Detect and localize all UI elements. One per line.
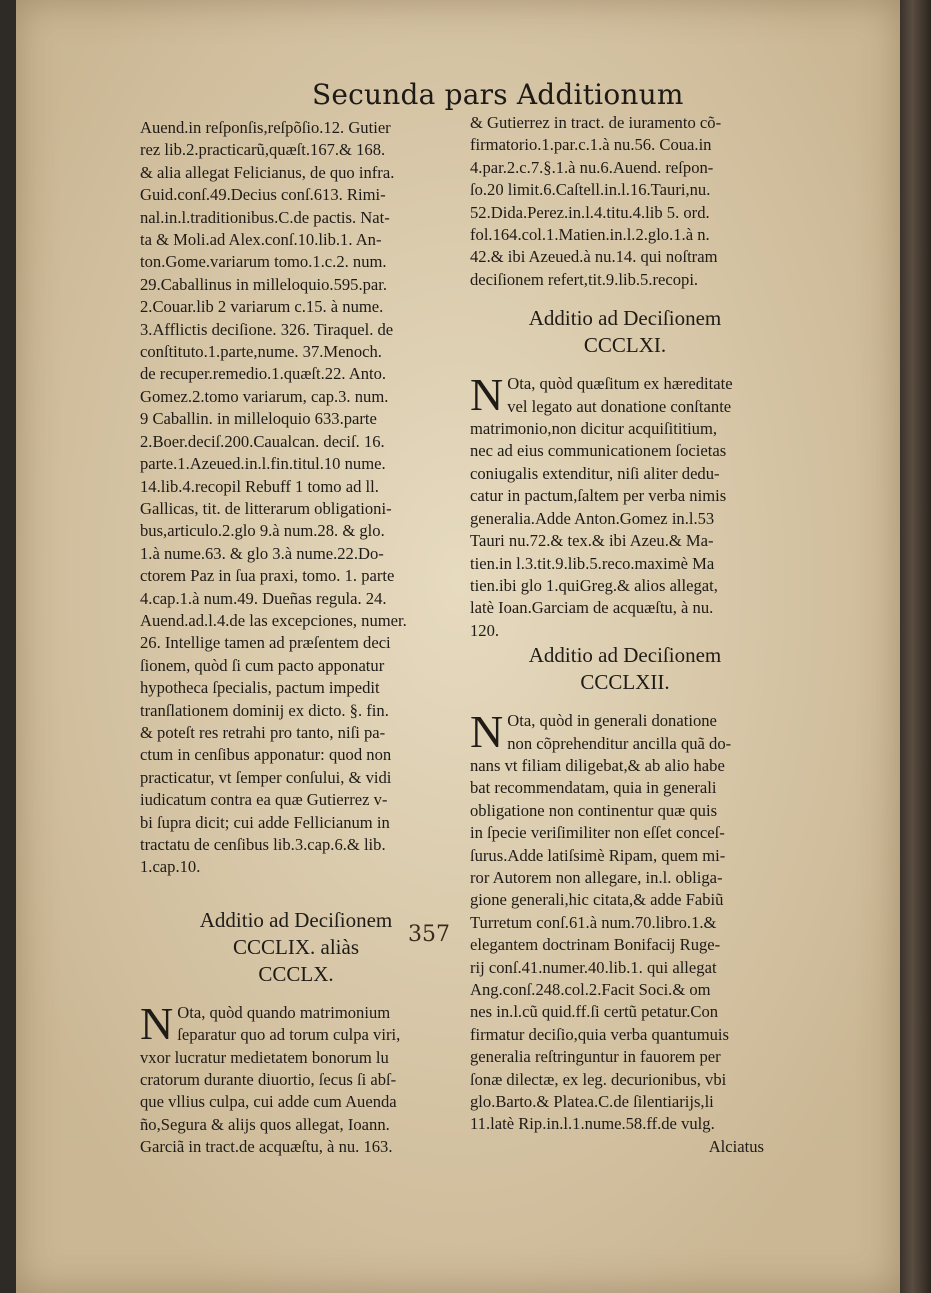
text-line: 52.Dida.Perez.in.l.4.titu.4.lib 5. ord. (470, 202, 710, 222)
text-line: rij conſ.41.numer.40.lib.1. qui allegat (470, 957, 717, 977)
text-line: Auend.in reſponſis,reſpõſio.12. Gutier (140, 118, 391, 137)
text-line: Ang.conſ.248.col.2.Facit Soci.& om (470, 980, 711, 999)
text-line: tien.in l.3.tit.9.lib.5.reco.maximè Ma (470, 553, 715, 573)
text-line: fol.164.col.1.Matien.in.l.2.glo.1.à n. (470, 225, 710, 245)
text-line: Tauri nu.72.& tex.& ibi Azeu.& Ma- (470, 531, 714, 551)
text-line: Guid.conſ.49.Decius conſ.613. Rimi- (140, 185, 386, 205)
text-line: deciſionem refert,tit.9.lib.5.recopi. (470, 269, 699, 289)
text-line: matrimonio,non dicitur acquiſititium, (470, 419, 718, 439)
text-line: ſeparatur quo ad torum culpa viri, (177, 1025, 401, 1045)
text-line: ſurus.Adde latiſsimè Ripam, quem mi- (470, 845, 726, 865)
text-line: Ota, quòd quando matrimonium (177, 1002, 391, 1022)
text-line: & Gutierrez in tract. de iuramento cõ- (470, 113, 722, 132)
text-line: 14.lib.4.recopil Rebuff 1 tomo ad ll. (140, 476, 379, 496)
text-line: gione generali,hic citata,& adde Fabiũ (470, 890, 724, 910)
text-line: glo.Barto.& Platea.C.de ſilentiarijs,li (470, 1092, 714, 1112)
drop-initial: N (470, 369, 504, 421)
text-line: nans vt filiam diligebat,& ab alio habe (470, 755, 725, 775)
paragraph-359 (140, 997, 452, 1159)
text-line: bi ſupra dicit; cui adde Fellicianum in (140, 812, 390, 832)
right-column-text (470, 112, 780, 291)
right-column (470, 112, 780, 1158)
text-line: ctum in cenſibus apponatur: quod non (140, 745, 392, 765)
text-line: ton.Gome.variarum tomo.1.c.2. num. (140, 252, 387, 272)
text-line: obligatione non continentur quæ quis (470, 800, 718, 820)
text-line: cratorum durante diuortio, ſecus ſi abſ- (140, 1070, 397, 1090)
paragraph-362 (470, 706, 780, 1136)
text-line: catur in pactum,ſaltem per verba nimis (470, 486, 727, 506)
paragraph-359-text (140, 997, 452, 1159)
text-line: hypotheca ſpecialis, pactum impedit (140, 678, 380, 698)
text-line: & alia allegat Felicianus, de quo infra. (140, 162, 395, 182)
text-line: tranſlationem dominij ex dicto. §. fin. (140, 700, 389, 720)
text-line: & poteſt res retrahi pro tanto, niſi pa- (140, 722, 386, 742)
text-line: 11.latè Rip.in.l.1.nume.58.ff.de vulg. (470, 1114, 715, 1134)
text-line: 1.à nume.63. & glo 3.à nume.22.Do- (140, 543, 384, 563)
text-line: ctorem Paz in ſua praxi, tomo. 1. parte (140, 566, 395, 586)
text-line: firmatorio.1.par.c.1.à nu.56. Coua.in (470, 135, 712, 155)
text-line: Turretum conſ.61.à num.70.libro.1.& (470, 912, 717, 932)
text-line: 2.Couar.lib 2 variarum c.15. à nume. (140, 297, 384, 317)
text-line: ſonæ dilectæ, ex leg. decurionibus, vbi (470, 1069, 727, 1089)
heading-362-line-1: Additio ad Deciſionem (528, 643, 722, 668)
text-line: Ota, quòd quæſitum ex hæreditate (507, 374, 733, 394)
heading-362-line-2: CCCLXII. (580, 670, 670, 695)
heading-359-line-3: CCCLX. (258, 961, 334, 986)
text-line: 29.Caballinus in milleloquio.595.par. (140, 274, 388, 294)
text-line: vxor lucratur medietatem bonorum lu (140, 1047, 389, 1067)
text-line: latè Ioan.Garciam de acquæſtu, à nu. (470, 598, 714, 618)
paragraph-361-text (470, 369, 780, 642)
text-line: Ota, quòd in generali donatione (507, 711, 717, 731)
text-line: Garciã in tract.de acquæſtu, à nu. 163. (140, 1137, 393, 1157)
text-line: nal.in.l.traditionibus.C.de pactis. Nat- (140, 207, 390, 227)
text-line: generalia.Adde Anton.Gomez in.l.53 (470, 508, 715, 528)
paragraph-361 (470, 369, 780, 642)
text-line: coniugalis extenditur, niſi aliter dedu- (470, 463, 720, 483)
running-title: Secunda pars Additionum (312, 78, 684, 111)
drop-initial: N (140, 997, 174, 1049)
text-line: conſtituto.1.parte,nume. 37.Menoch. (140, 342, 382, 362)
text-line: firmatur deciſio,quia verba quantumuis (470, 1024, 729, 1044)
text-line: in ſpecie veriſimiliter non eſſet conceſ- (470, 823, 725, 843)
heading-361-line-2: CCCLXI. (583, 333, 667, 358)
text-line: bus,articulo.2.glo 9.à num.28. & glo. (140, 521, 385, 541)
text-line: non cõprehenditur ancilla quã do- (507, 733, 732, 753)
text-line: parte.1.Azeued.in.l.fin.titul.10 nume. (140, 454, 386, 474)
heading-361-line-1: Additio ad Deciſionem (528, 306, 722, 331)
text-line: generalia reſtringuntur in fauorem per (470, 1047, 721, 1067)
text-line: elegantem doctrinam Bonifacij Ruge- (470, 935, 721, 955)
text-line: ta & Moli.ad Alex.conſ.10.lib.1. An- (140, 230, 382, 250)
text-line: rez lib.2.practicarũ,quæſt.167.& 168. (140, 140, 386, 160)
text-line: ſo.20 limit.6.Caſtell.in.l.16.Tauri,nu. (470, 180, 711, 200)
text-line: bat recommendatam, quia in generali (470, 778, 717, 798)
drop-initial: N (470, 706, 504, 758)
text-line: iudicatum contra ea quæ Gutierrez v- (140, 790, 388, 810)
text-line: 120. (470, 620, 500, 640)
text-line: 42.& ibi Azeued.à nu.14. qui noſtram (470, 247, 718, 267)
heading-359-line-2: CCCLIX. aliàs (233, 934, 359, 959)
book-edge (900, 0, 931, 1293)
text-line: Auend.ad.l.4.de las excepciones, numer. (140, 610, 407, 630)
heading-359-line-1: Additio ad Deciſionem (199, 907, 393, 932)
text-line: tractatu de cenſibus lib.3.cap.6.& lib. (140, 835, 386, 854)
text-line: 4.cap.1.à num.49. Dueñas regula. 24. (140, 588, 387, 608)
text-line: ſionem, quòd ſi cum pacto apponatur (140, 655, 385, 675)
text-line: 9 Caballin. in milleloquio 633.parte (140, 409, 377, 429)
text-line: 3.Afflictis deciſione. 326. Tiraquel. de (140, 319, 394, 339)
text-line: 2.Boer.deciſ.200.Caualcan. deciſ. 16. (140, 431, 385, 451)
text-line: tien.ibi glo 1.quiGreg.& alios allegat, (470, 575, 718, 595)
text-line: de recuper.remedio.1.quæſt.22. Anto. (140, 364, 387, 384)
text-line: practicatur, vt ſemper conſului, & vidi (140, 767, 392, 787)
text-line: vel legato aut donatione conſtante (507, 396, 732, 416)
text-line: nes in.l.cũ quid.ff.ſi certũ petatur.Con (470, 1002, 719, 1022)
text-line: 26. Intellige tamen ad præſentem deci (140, 633, 391, 653)
text-line: Gallicas, tit. de litterarum obligationi- (140, 498, 392, 518)
text-line: nec ad eius communicationem ſocietas (470, 441, 727, 461)
left-column-text (140, 117, 452, 879)
text-line: que vllius culpa, cui adde cum Auenda (140, 1092, 397, 1112)
paragraph-362-text (470, 706, 780, 1136)
left-column (140, 117, 452, 1159)
text-line: Gomez.2.tomo variarum, cap.3. num. (140, 386, 389, 406)
margin-number: 357 (408, 922, 450, 947)
text-line: 4.par.2.c.7.§.1.à nu.6.Auend. reſpon- (470, 157, 714, 177)
text-line: ño,Segura & alijs quos allegat, Ioann. (140, 1114, 390, 1134)
text-line: 1.cap.10. (140, 857, 201, 877)
text-line: ror Autorem non allegare, in.l. obliga- (470, 867, 723, 887)
catchword: Alciatus (708, 1136, 764, 1156)
